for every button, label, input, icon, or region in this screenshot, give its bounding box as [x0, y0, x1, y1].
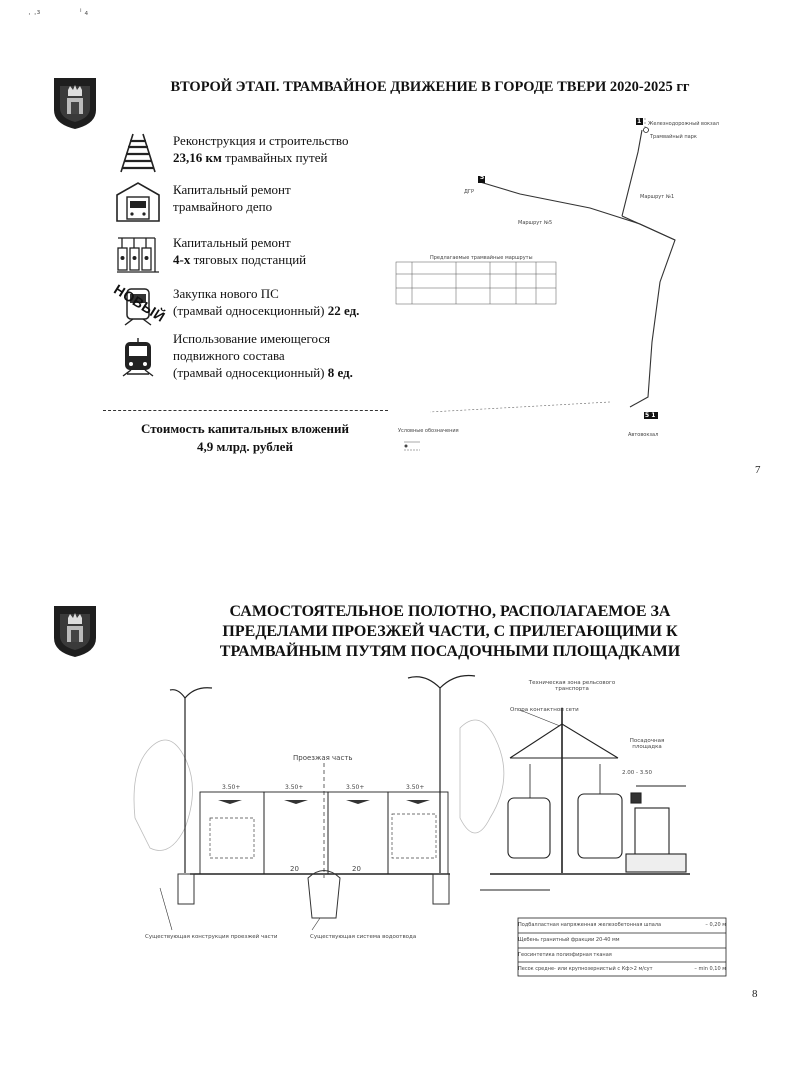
feature-existing-trams-type: (трамвай односекционный)	[173, 365, 328, 380]
spec-table-text	[518, 918, 726, 976]
feature-track	[115, 132, 385, 172]
median-width: 20	[290, 865, 299, 873]
feature-substations-count: 4-х	[173, 252, 191, 267]
railway-track-icon	[115, 132, 161, 174]
map-label-route5: Маршрут №5	[518, 220, 553, 226]
feature-new-trams-line1: Закупка нового ПС	[173, 286, 279, 301]
feature-existing-trams	[115, 330, 385, 380]
slide8-title-line2: ПРЕДЕЛАМИ ПРОЕЗЖЕЙ ЧАСТИ, С ПРИЛЕГАЮЩИМИ К	[222, 623, 678, 640]
slide8-title-line1: САМОСТОЯТЕЛЬНОЕ ПОЛОТНО, РАСПОЛАГАЕМОЕ ЗА	[229, 603, 671, 620]
page-number-7: 7	[755, 464, 761, 476]
stop-label: 5 1	[645, 412, 656, 419]
map-legend-title: Условные обозначения	[398, 428, 459, 434]
power-substation-icon	[115, 234, 161, 276]
feature-track-km: 23,16 км	[173, 150, 222, 165]
tram-route-map	[390, 112, 700, 460]
new-badge: НОВЫЙ	[111, 281, 169, 325]
street-lamp-middle	[408, 676, 475, 874]
lane-width-1: 3.50+	[222, 784, 241, 791]
divider	[103, 410, 388, 411]
tver-coat-of-arms-icon	[52, 76, 98, 130]
feature-substations-rest: тяговых подстанций	[190, 252, 307, 267]
lane-width-2: 3.50+	[285, 784, 304, 791]
slide7-title: ВТОРОЙ ЭТАП. ТРАМВАЙНОЕ ДВИЖЕНИЕ В ГОРОДЕ ТВЕРИ 2020-2025 гг	[170, 79, 690, 95]
feature-depot-line1: Капитальный ремонт	[173, 182, 291, 197]
feature-substations	[115, 234, 385, 274]
label-road-structure: Существующая конструкция проезжей части	[145, 934, 278, 940]
feature-depot-line2: трамвайного депо	[173, 199, 273, 214]
spec-row-value: – 0,20 м	[705, 922, 726, 928]
spec-row-text: Геосинтетика полиэфирная тканая	[518, 952, 612, 958]
spec-row	[518, 948, 726, 962]
page-number-8: 8	[752, 988, 758, 1000]
feature-track-rest: трамвайных путей	[221, 150, 328, 165]
map-label-station: Железнодорожный вокзал	[648, 121, 719, 127]
label-platform-width: 2.00 - 3.50	[622, 770, 652, 776]
map-table-title: Предлагаемые трамвайные маршруты	[430, 255, 533, 261]
feature-existing-trams-count: 8 ед.	[327, 365, 353, 380]
roadway	[190, 763, 450, 878]
tver-coat-of-arms-icon	[52, 604, 98, 658]
street-lamp-left	[170, 688, 212, 873]
stop-label: 5	[480, 174, 485, 181]
spec-row-text: Песок средне- или крупнозернистый с Кф>2 м/сут	[518, 966, 653, 972]
map-label-bus-station: Автовокзал	[628, 432, 659, 438]
capital-cost	[115, 420, 375, 456]
label-tech-zone: Техническая зона рельсового транспорта	[528, 680, 616, 692]
feature-substations-line1: Капитальный ремонт	[173, 235, 291, 250]
map-label-route1: Маршрут №1	[640, 194, 675, 200]
feature-track-line1: Реконструкция и строительство	[173, 133, 349, 148]
boarding-platform	[626, 786, 686, 872]
tree-middle	[460, 720, 504, 833]
stop-label: 1	[637, 118, 642, 125]
capital-cost-label: Стоимость капитальных вложений	[140, 421, 350, 436]
feature-existing-trams-line2: подвижного состава	[173, 348, 285, 363]
spec-row-value: – min 0,10 м	[694, 966, 726, 972]
spec-row	[518, 962, 726, 976]
median-width-2: 20	[352, 865, 361, 873]
feature-depot	[115, 181, 385, 221]
map-label-depot: Трамвайный парк	[650, 134, 697, 140]
feature-existing-trams-line1: Использование имеющегося	[173, 331, 331, 346]
spec-row	[518, 933, 726, 948]
spec-row-text: Подбалластная напряженная железобетонная шпала	[518, 922, 662, 928]
feature-new-trams-count: 22 ед.	[327, 303, 360, 318]
tram-icon	[115, 336, 161, 378]
label-roadway: Проезжая часть	[293, 754, 353, 762]
tree-left	[134, 740, 193, 851]
feature-new-trams-type: (трамвай односекционный)	[173, 303, 328, 318]
slide8-title	[170, 602, 730, 662]
map-label-dgr: ДГР	[464, 189, 474, 195]
label-drainage: Существующая система водоотвода	[310, 934, 417, 940]
capital-cost-value: 4,9 млрд. рублей	[197, 439, 293, 454]
label-pole: Опора контактной сети	[510, 707, 579, 713]
spec-row-text: Щебень гранитный фракции 20-40 мм	[518, 937, 620, 943]
slide8-title-line3: ТРАМВАЙНЫМ ПУТЯМ ПОСАДОЧНЫМИ ПЛОЩАДКАМИ	[219, 643, 681, 660]
label-platform: Посадочная площадка	[629, 738, 665, 750]
lane-width-3: 3.50+	[346, 784, 365, 791]
feature-new-trams	[111, 281, 385, 325]
lane-width-4: 3.50+	[406, 784, 425, 791]
spec-row	[518, 918, 726, 933]
scan-mark: · ·³	[28, 10, 41, 20]
tram-depot-icon	[115, 181, 161, 223]
scan-mark: ⁱ ₄	[80, 8, 89, 18]
